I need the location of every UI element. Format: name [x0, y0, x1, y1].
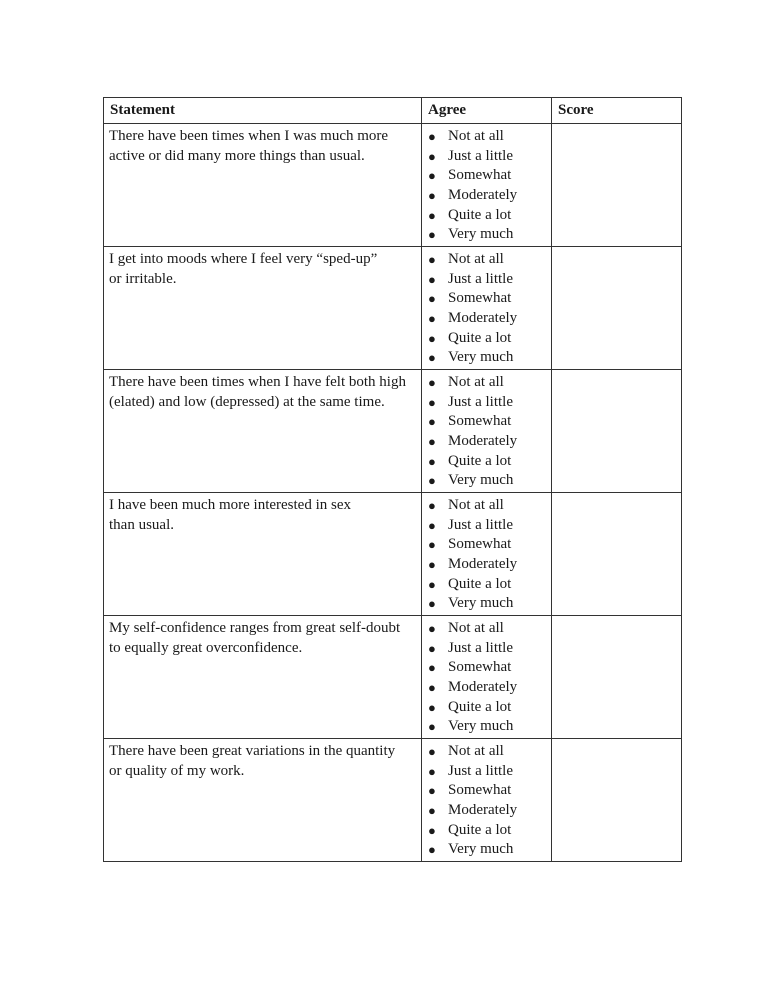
agree-options-list [422, 496, 551, 614]
statement-text-line: or irritable. [109, 270, 177, 287]
bullet-icon: ● [428, 148, 436, 164]
agree-option-label: Moderately [448, 802, 518, 819]
bullet-icon: ● [428, 763, 436, 779]
agree-option [422, 471, 551, 491]
agree-option-label: Somewhat [448, 536, 512, 553]
agree-option [422, 250, 551, 270]
bullet-icon: ● [428, 822, 436, 838]
agree-option [422, 225, 551, 245]
agree-option-label: Just a little [448, 393, 513, 410]
statement-text-line: There have been great variations in the quantity [109, 743, 396, 759]
statement-cell [104, 247, 422, 370]
agree-option [422, 801, 551, 821]
table-row [104, 124, 682, 247]
bullet-icon: ● [428, 207, 436, 223]
agree-option-label: Very much [448, 718, 514, 735]
statement-cell [104, 493, 422, 616]
statement-text-line: I get into moods where I feel very “sped-up” [109, 251, 378, 267]
agree-option-label: Somewhat [448, 167, 512, 184]
agree-option-label: Moderately [448, 187, 518, 204]
bullet-icon: ● [428, 129, 436, 144]
agree-option [422, 658, 551, 678]
agree-option-label: Just a little [448, 270, 513, 287]
header-score: Score [552, 98, 682, 124]
agree-option [422, 575, 551, 595]
agree-options-cell [422, 247, 552, 370]
statement-text-line: (elated) and low (depressed) at the same time. [109, 393, 385, 410]
agree-option [422, 309, 551, 329]
agree-option-label: Quite a lot [448, 452, 512, 469]
agree-option-label: Very much [448, 595, 514, 612]
agree-option-label: Quite a lot [448, 329, 512, 346]
bullet-icon: ● [428, 498, 436, 513]
agree-option [422, 186, 551, 206]
statement-text-line: active or did many more things than usual. [109, 147, 365, 164]
bullet-icon: ● [428, 783, 436, 799]
questionnaire-table-container [103, 97, 681, 862]
table-row [104, 616, 682, 739]
questionnaire-table [103, 97, 682, 862]
header-row [104, 98, 682, 124]
bullet-icon: ● [428, 473, 436, 489]
statement-text-line: to equally great overconfidence. [109, 639, 303, 656]
agree-option [422, 289, 551, 309]
bullet-icon: ● [428, 803, 436, 819]
table-body [104, 124, 682, 862]
statement-text-line: There have been times when I have felt both high [109, 374, 406, 390]
agree-option [422, 432, 551, 452]
bullet-icon: ● [428, 453, 436, 469]
bullet-icon: ● [428, 557, 436, 573]
bullet-icon: ● [428, 252, 436, 267]
agree-option-label: Very much [448, 226, 514, 243]
table-row [104, 739, 682, 862]
agree-option [422, 698, 551, 718]
score-cell[interactable] [552, 739, 682, 862]
agree-option [422, 496, 551, 516]
agree-option-label: Quite a lot [448, 698, 512, 715]
agree-option [422, 348, 551, 368]
statement-text-line: I have been much more interested in sex [109, 497, 351, 513]
bullet-icon: ● [428, 291, 436, 307]
bullet-icon: ● [428, 660, 436, 676]
agree-option-label: Very much [448, 349, 514, 366]
score-cell[interactable] [552, 370, 682, 493]
agree-option [422, 594, 551, 614]
bullet-icon: ● [428, 699, 436, 715]
agree-option-label: Moderately [448, 310, 518, 327]
table-row [104, 247, 682, 370]
bullet-icon: ● [428, 375, 436, 390]
agree-option [422, 678, 551, 698]
agree-option-label: Just a little [448, 147, 513, 164]
bullet-icon: ● [428, 168, 436, 184]
agree-option [422, 329, 551, 349]
agree-option [422, 742, 551, 762]
score-cell[interactable] [552, 247, 682, 370]
bullet-icon: ● [428, 576, 436, 592]
bullet-icon: ● [428, 394, 436, 410]
agree-option [422, 393, 551, 413]
agree-option [422, 840, 551, 860]
agree-option [422, 535, 551, 555]
statement-text-line: or quality of my work. [109, 762, 245, 779]
bullet-icon: ● [428, 621, 436, 636]
agree-options-cell [422, 616, 552, 739]
statement-text-line: My self-confidence ranges from great self-doubt [109, 620, 401, 636]
agree-option [422, 717, 551, 737]
agree-option [422, 147, 551, 167]
agree-option-label: Moderately [448, 433, 518, 450]
agree-option-label: Somewhat [448, 290, 512, 307]
table-row [104, 370, 682, 493]
bullet-icon: ● [428, 596, 436, 612]
agree-option-label: Moderately [448, 679, 518, 696]
agree-option [422, 166, 551, 186]
agree-option-label: Not at all [448, 251, 504, 267]
score-cell[interactable] [552, 616, 682, 739]
agree-option [422, 270, 551, 290]
statement-cell [104, 616, 422, 739]
agree-option-label: Very much [448, 841, 514, 858]
agree-options-cell [422, 124, 552, 247]
agree-option [422, 762, 551, 782]
agree-option [422, 555, 551, 575]
agree-options-list [422, 127, 551, 245]
agree-option [422, 127, 551, 147]
bullet-icon: ● [428, 227, 436, 243]
bullet-icon: ● [428, 434, 436, 450]
agree-option-label: Just a little [448, 516, 513, 533]
agree-option [422, 821, 551, 841]
agree-option [422, 516, 551, 536]
bullet-icon: ● [428, 350, 436, 366]
bullet-icon: ● [428, 744, 436, 759]
bullet-icon: ● [428, 188, 436, 204]
bullet-icon: ● [428, 842, 436, 858]
statement-text-line: than usual. [109, 516, 174, 533]
agree-options-list [422, 250, 551, 368]
agree-options-cell [422, 493, 552, 616]
agree-option [422, 619, 551, 639]
agree-option-label: Quite a lot [448, 206, 512, 223]
bullet-icon: ● [428, 640, 436, 656]
agree-option-label: Just a little [448, 639, 513, 656]
agree-option-label: Just a little [448, 762, 513, 779]
agree-options-cell [422, 370, 552, 493]
agree-option-label: Somewhat [448, 659, 512, 676]
agree-option-label: Moderately [448, 556, 518, 573]
agree-options-list [422, 742, 551, 860]
bullet-icon: ● [428, 311, 436, 327]
bullet-icon: ● [428, 414, 436, 430]
agree-option-label: Not at all [448, 620, 504, 636]
agree-option [422, 639, 551, 659]
score-cell[interactable] [552, 124, 682, 247]
agree-option-label: Not at all [448, 743, 504, 759]
agree-option-label: Somewhat [448, 782, 512, 799]
agree-option [422, 412, 551, 432]
bullet-icon: ● [428, 719, 436, 735]
bullet-icon: ● [428, 680, 436, 696]
table-row [104, 493, 682, 616]
agree-options-cell [422, 739, 552, 862]
agree-option-label: Quite a lot [448, 575, 512, 592]
statement-cell [104, 124, 422, 247]
agree-option [422, 206, 551, 226]
agree-option [422, 373, 551, 393]
agree-options-list [422, 619, 551, 737]
agree-option-label: Not at all [448, 497, 504, 513]
agree-options-list [422, 373, 551, 491]
bullet-icon: ● [428, 517, 436, 533]
agree-option [422, 781, 551, 801]
agree-option-label: Not at all [448, 128, 504, 144]
bullet-icon: ● [428, 537, 436, 553]
agree-option-label: Somewhat [448, 413, 512, 430]
agree-option [422, 452, 551, 472]
statement-cell [104, 739, 422, 862]
header-agree: Agree [422, 98, 552, 124]
bullet-icon: ● [428, 330, 436, 346]
bullet-icon: ● [428, 271, 436, 287]
statement-cell [104, 370, 422, 493]
header-statement: Statement [104, 98, 422, 124]
score-cell[interactable] [552, 493, 682, 616]
agree-option-label: Very much [448, 472, 514, 489]
statement-text-line: There have been times when I was much more [109, 128, 389, 144]
agree-option-label: Not at all [448, 374, 504, 390]
agree-option-label: Quite a lot [448, 821, 512, 838]
